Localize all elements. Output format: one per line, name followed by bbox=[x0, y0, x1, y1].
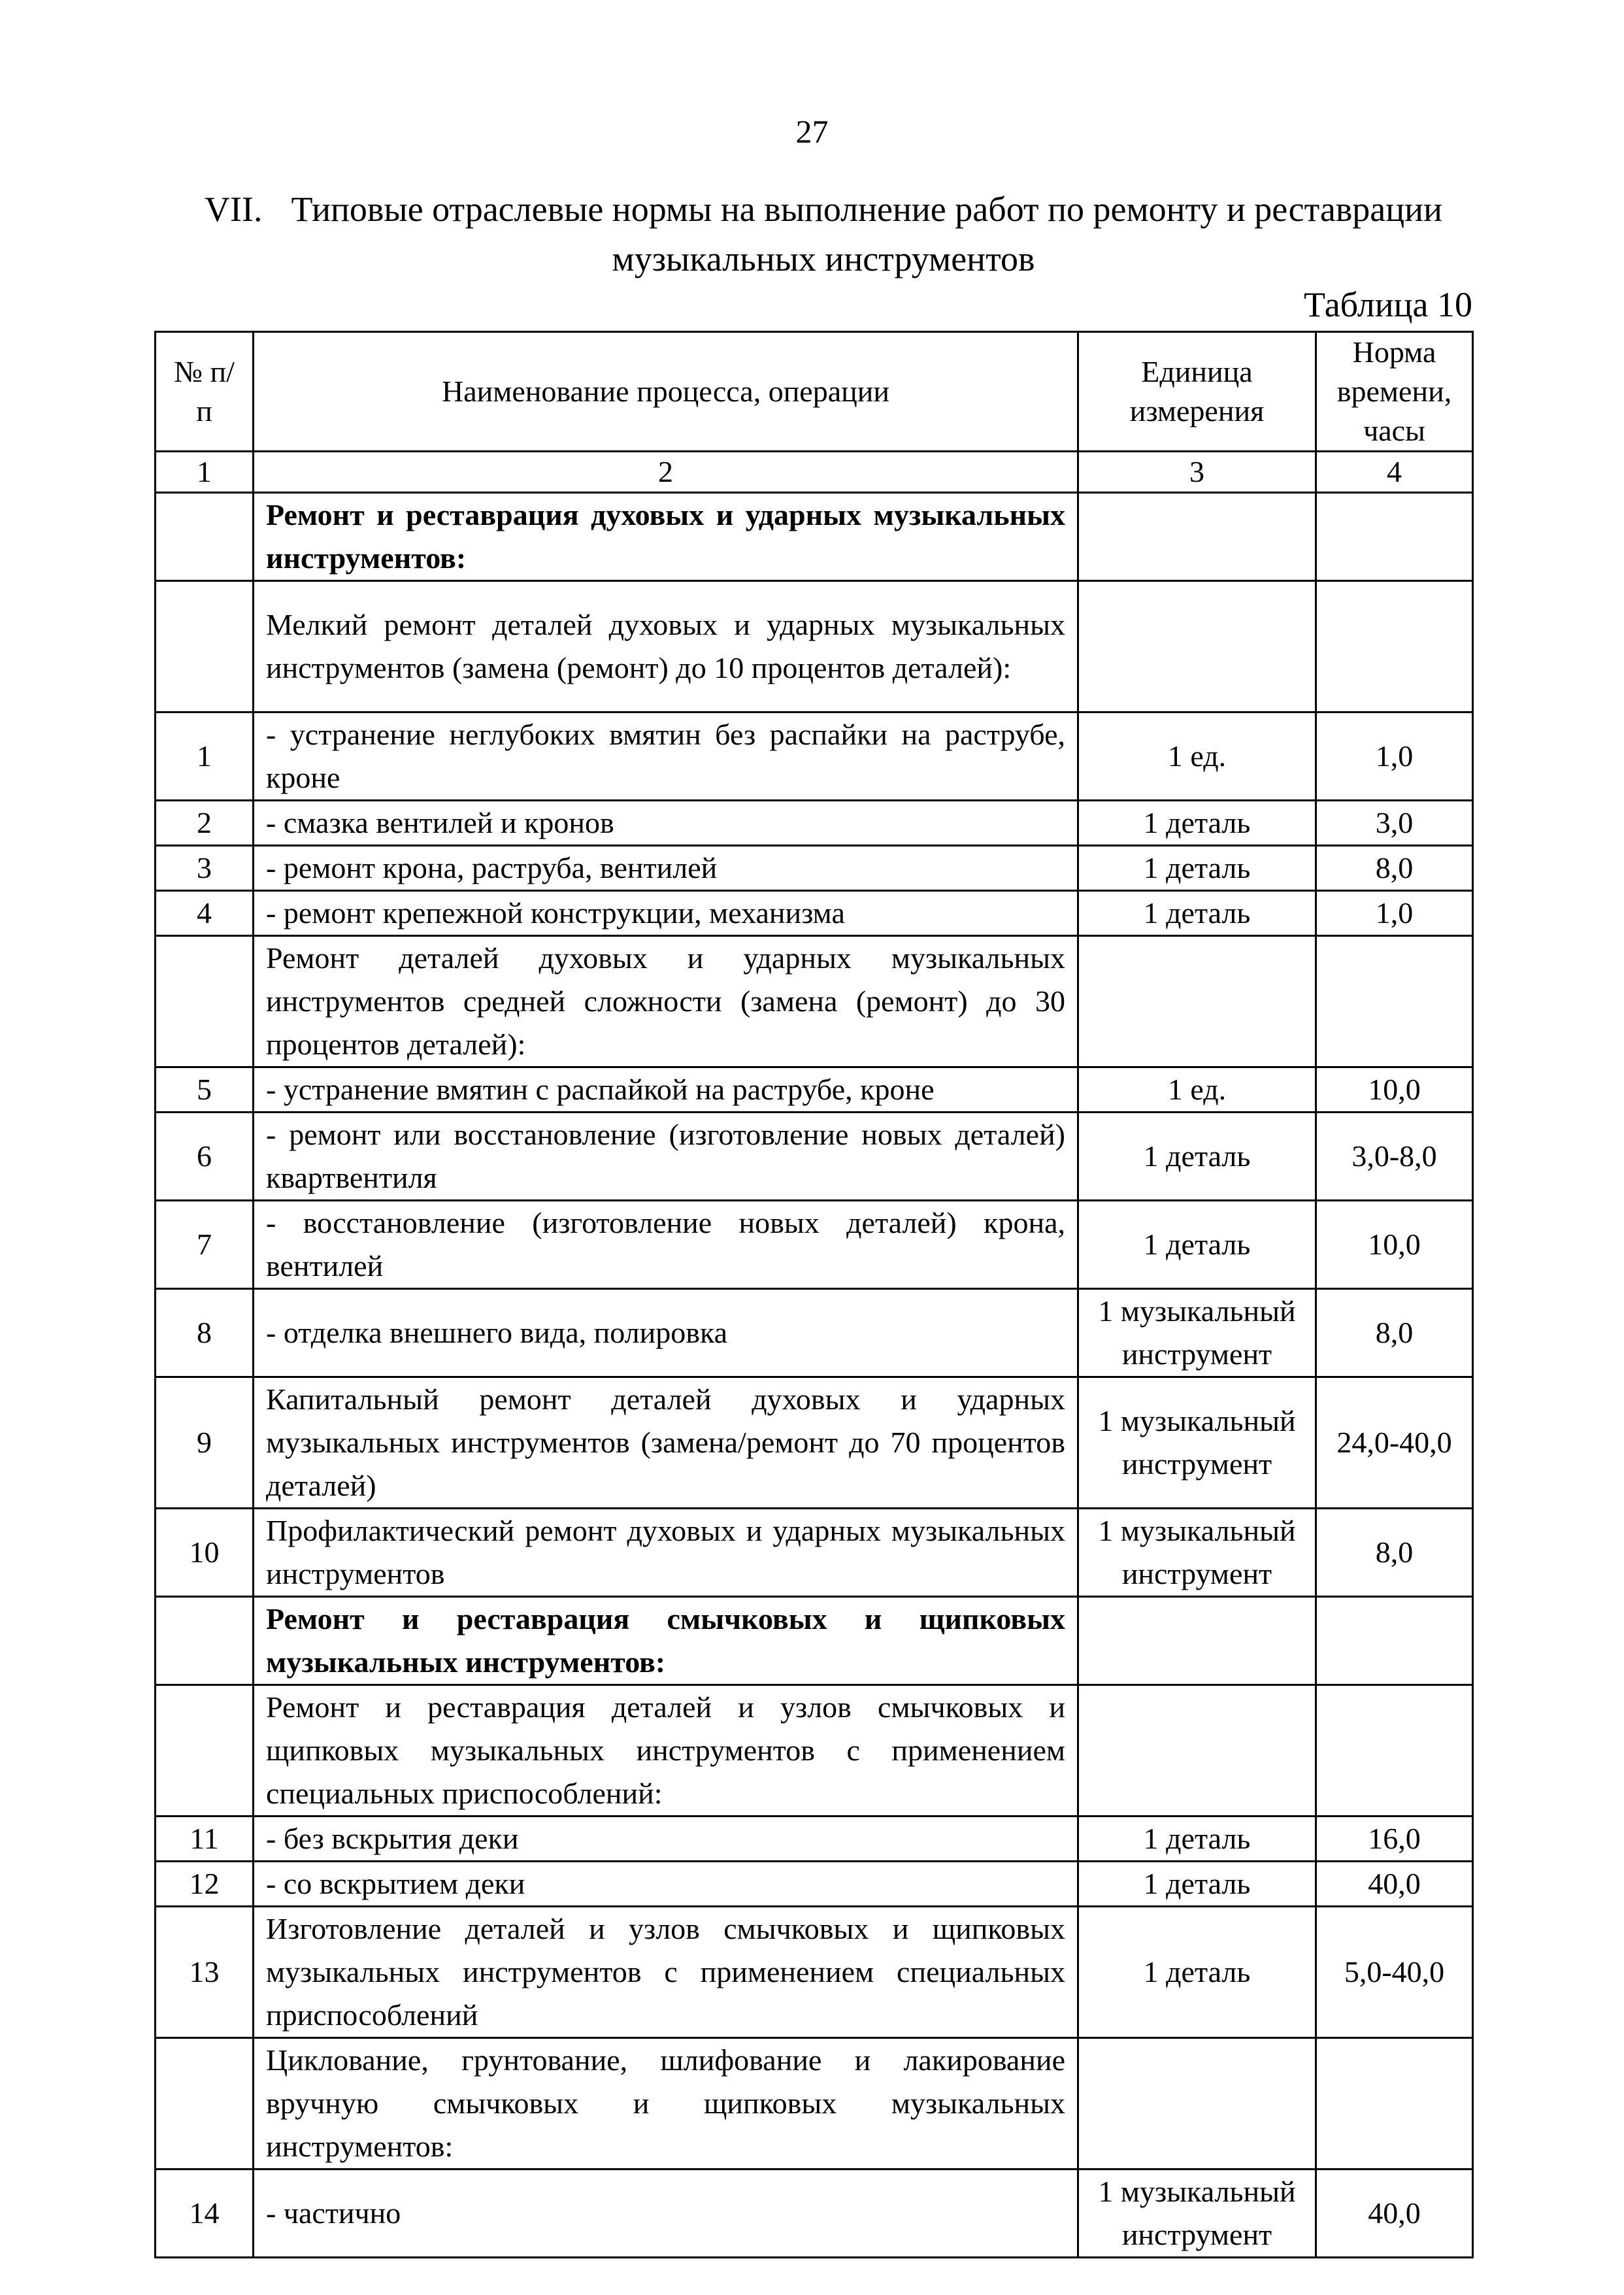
table-row bbox=[156, 1113, 1473, 1201]
table-row bbox=[156, 712, 1473, 801]
row-num: 10 bbox=[156, 1509, 254, 1597]
table-row bbox=[156, 1289, 1473, 1377]
table-row bbox=[156, 1377, 1473, 1509]
column-numbers-row bbox=[156, 452, 1473, 493]
row-norm: 8,0 bbox=[1316, 1289, 1473, 1377]
table-row bbox=[156, 1067, 1473, 1113]
row-num: 6 bbox=[156, 1113, 254, 1201]
row-norm: 8,0 bbox=[1316, 1509, 1473, 1597]
row-num bbox=[156, 2038, 254, 2169]
row-num: 11 bbox=[156, 1817, 254, 1862]
row-norm: 3,0-8,0 bbox=[1316, 1113, 1473, 1201]
page-number: 27 bbox=[795, 113, 829, 150]
row-norm: 24,0-40,0 bbox=[1316, 1377, 1473, 1509]
section-title bbox=[196, 184, 1451, 284]
column-number: 2 bbox=[254, 452, 1078, 493]
row-norm bbox=[1316, 1597, 1473, 1685]
row-num bbox=[156, 581, 254, 712]
row-name: - частично bbox=[254, 2169, 1078, 2258]
row-num: 5 bbox=[156, 1067, 254, 1113]
row-unit: 1 деталь bbox=[1078, 801, 1316, 846]
section-number: VII. bbox=[205, 190, 263, 229]
table-row bbox=[156, 1685, 1473, 1817]
row-unit bbox=[1078, 936, 1316, 1067]
row-unit bbox=[1078, 1685, 1316, 1817]
table-label: Таблица 10 bbox=[1304, 285, 1472, 324]
table-row bbox=[156, 1597, 1473, 1685]
row-num: 1 bbox=[156, 712, 254, 801]
row-name: - отделка внешнего вида, полировка bbox=[254, 1289, 1078, 1377]
norms-table bbox=[154, 331, 1474, 2258]
table-row bbox=[156, 1817, 1473, 1862]
column-number: 1 bbox=[156, 452, 254, 493]
row-norm bbox=[1316, 2038, 1473, 2169]
row-name: Циклование, грунтование, шлифование и лакирование вручную смычковых и щипковых музыкальных инструментов: bbox=[254, 2038, 1078, 2169]
row-num bbox=[156, 1685, 254, 1817]
table-row bbox=[156, 891, 1473, 936]
row-num: 4 bbox=[156, 891, 254, 936]
table-row bbox=[156, 1907, 1473, 2038]
row-num: 14 bbox=[156, 2169, 254, 2258]
row-unit: 1 деталь bbox=[1078, 846, 1316, 891]
row-name: Капитальный ремонт деталей духовых и ударных музыкальных инструментов (замена/ремонт до 70 процентов деталей) bbox=[254, 1377, 1078, 1509]
row-unit: 1 деталь bbox=[1078, 1817, 1316, 1862]
row-norm bbox=[1316, 936, 1473, 1067]
row-name: - смазка вентилей и кронов bbox=[254, 801, 1078, 846]
row-norm: 3,0 bbox=[1316, 801, 1473, 846]
row-name: Мелкий ремонт деталей духовых и ударных музыкальных инструментов (замена (ремонт) до 10 процентов деталей): bbox=[254, 581, 1078, 712]
row-norm: 10,0 bbox=[1316, 1201, 1473, 1289]
header-name: Наименование процесса, операции bbox=[254, 332, 1078, 452]
table-row bbox=[156, 846, 1473, 891]
row-num: 2 bbox=[156, 801, 254, 846]
row-name: - устранение неглубоких вмятин без распайки на раструбе, кроне bbox=[254, 712, 1078, 801]
row-norm: 40,0 bbox=[1316, 1862, 1473, 1907]
row-unit: 1 музыкальный инструмент bbox=[1078, 1377, 1316, 1509]
row-name: Ремонт деталей духовых и ударных музыкальных инструментов средней сложности (замена (ремонт) до 30 процентов деталей): bbox=[254, 936, 1078, 1067]
row-norm bbox=[1316, 1685, 1473, 1817]
row-unit: 1 деталь bbox=[1078, 891, 1316, 936]
table-row bbox=[156, 2038, 1473, 2169]
row-unit bbox=[1078, 581, 1316, 712]
row-name: Изготовление деталей и узлов смычковых и щипковых музыкальных инструментов с применением специальных приспособлений bbox=[254, 1907, 1078, 2038]
row-name: - восстановление (изготовление новых деталей) крона, вентилей bbox=[254, 1201, 1078, 1289]
row-norm bbox=[1316, 493, 1473, 581]
row-unit: 1 деталь bbox=[1078, 1113, 1316, 1201]
row-num: 7 bbox=[156, 1201, 254, 1289]
row-norm: 1,0 bbox=[1316, 891, 1473, 936]
row-unit bbox=[1078, 493, 1316, 581]
table-row bbox=[156, 1509, 1473, 1597]
header-unit: Единица измерения bbox=[1078, 332, 1316, 452]
row-num bbox=[156, 1597, 254, 1685]
row-num: 9 bbox=[156, 1377, 254, 1509]
row-unit: 1 музыкальный инструмент bbox=[1078, 1289, 1316, 1377]
row-unit bbox=[1078, 1597, 1316, 1685]
row-name: Ремонт и реставрация деталей и узлов смычковых и щипковых музыкальных инструментов с применением специальных приспособлений: bbox=[254, 1685, 1078, 1817]
row-name: Ремонт и реставрация смычковых и щипковых музыкальных инструментов: bbox=[254, 1597, 1078, 1685]
row-num: 3 bbox=[156, 846, 254, 891]
table-row bbox=[156, 1201, 1473, 1289]
row-name: - ремонт крепежной конструкции, механизма bbox=[254, 891, 1078, 936]
row-name: - без вскрытия деки bbox=[254, 1817, 1078, 1862]
table-row bbox=[156, 2169, 1473, 2258]
row-name: - ремонт или восстановление (изготовление новых деталей) квартвентиля bbox=[254, 1113, 1078, 1201]
table-row bbox=[156, 581, 1473, 712]
row-unit: 1 ед. bbox=[1078, 712, 1316, 801]
row-unit: 1 музыкальный инструмент bbox=[1078, 2169, 1316, 2258]
row-num bbox=[156, 936, 254, 1067]
row-num: 13 bbox=[156, 1907, 254, 2038]
row-name: - со вскрытием деки bbox=[254, 1862, 1078, 1907]
table-row bbox=[156, 936, 1473, 1067]
row-norm: 1,0 bbox=[1316, 712, 1473, 801]
row-unit: 1 деталь bbox=[1078, 1862, 1316, 1907]
row-norm: 40,0 bbox=[1316, 2169, 1473, 2258]
row-name: Профилактический ремонт духовых и ударных музыкальных инструментов bbox=[254, 1509, 1078, 1597]
table-row bbox=[156, 801, 1473, 846]
row-unit: 1 деталь bbox=[1078, 1907, 1316, 2038]
row-num: 12 bbox=[156, 1862, 254, 1907]
row-name: - ремонт крона, раструба, вентилей bbox=[254, 846, 1078, 891]
row-name: - устранение вмятин с распайкой на раструбе, кроне bbox=[254, 1067, 1078, 1113]
row-norm: 10,0 bbox=[1316, 1067, 1473, 1113]
row-num bbox=[156, 493, 254, 581]
row-norm: 16,0 bbox=[1316, 1817, 1473, 1862]
column-number: 3 bbox=[1078, 452, 1316, 493]
row-name: Ремонт и реставрация духовых и ударных музыкальных инструментов: bbox=[254, 493, 1078, 581]
row-unit: 1 ед. bbox=[1078, 1067, 1316, 1113]
row-unit: 1 музыкальный инструмент bbox=[1078, 1509, 1316, 1597]
column-number: 4 bbox=[1316, 452, 1473, 493]
header-norm: Норма времени, часы bbox=[1316, 332, 1473, 452]
row-unit bbox=[1078, 2038, 1316, 2169]
row-norm: 5,0-40,0 bbox=[1316, 1907, 1473, 2038]
header-row bbox=[156, 332, 1473, 452]
header-num: № п/п bbox=[156, 332, 254, 452]
row-unit: 1 деталь bbox=[1078, 1201, 1316, 1289]
row-norm bbox=[1316, 581, 1473, 712]
section-title-text: Типовые отраслевые нормы на выполнение работ по ремонту и реставрации музыкальных инструментов bbox=[291, 190, 1442, 278]
row-num: 8 bbox=[156, 1289, 254, 1377]
table-row bbox=[156, 1862, 1473, 1907]
row-norm: 8,0 bbox=[1316, 846, 1473, 891]
table-row bbox=[156, 493, 1473, 581]
